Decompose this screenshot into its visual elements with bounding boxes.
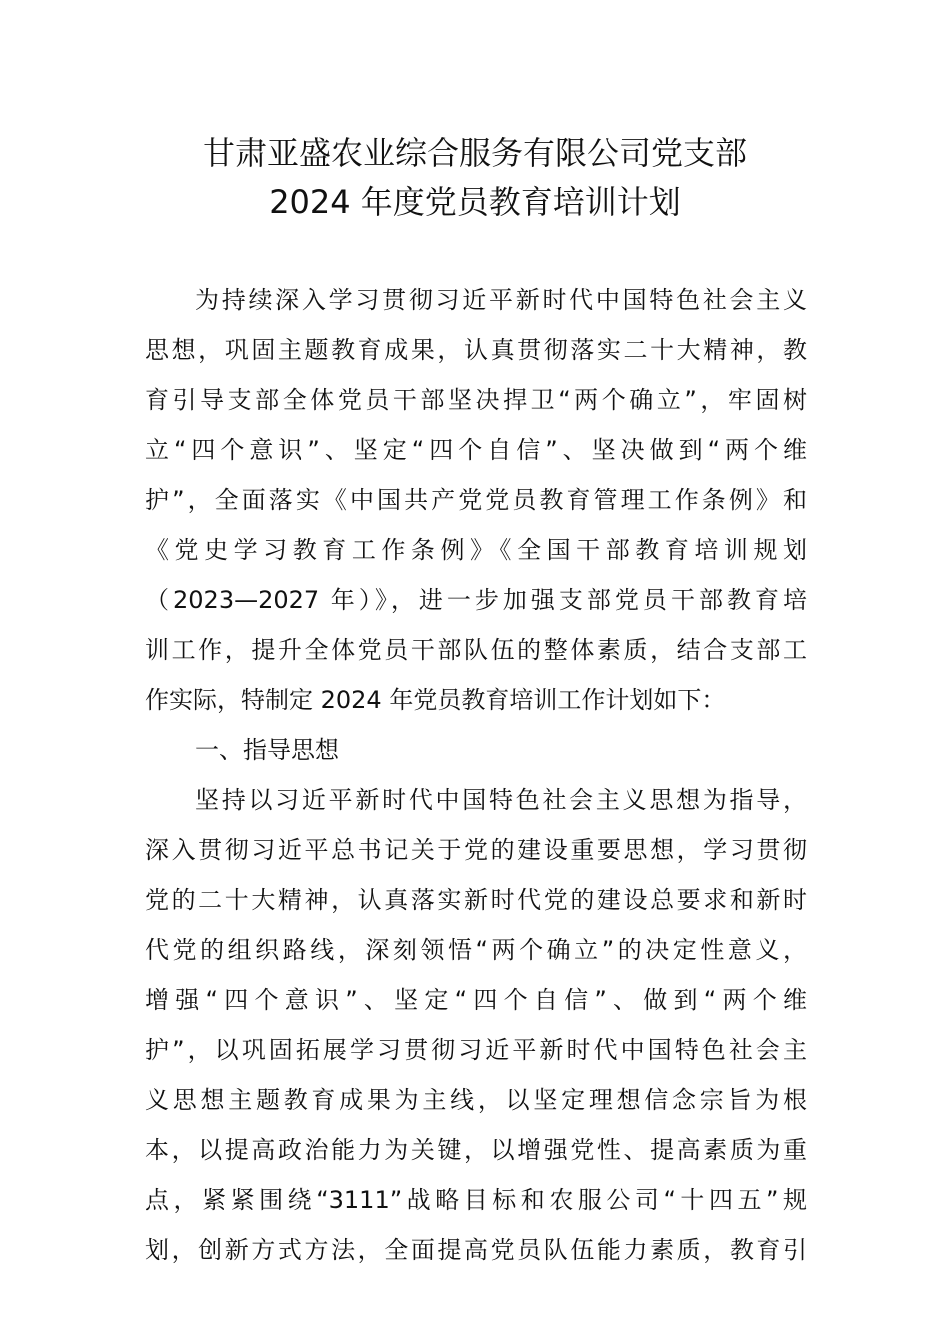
intro-paragraph-line: 为持续深入学习贯彻习近平新时代中国特色社会主义 <box>195 286 807 314</box>
document-title-line-1: 甘肃亚盛农业综合服务有限公司党支部 <box>202 134 747 172</box>
intro-paragraph-line: 训工作，提升全体党员干部队伍的整体素质，结合支部工 <box>145 636 807 664</box>
intro-paragraph-line: 育引导支部全体党员干部坚决捍卫“两个确立”，牢固树 <box>145 386 807 414</box>
section-heading: 一、指导思想 <box>195 736 339 764</box>
section-paragraph-line: 增强“四个意识”、坚定“四个自信”、做到“两个维 <box>145 986 807 1014</box>
document-title-line-2: 2024 年度党员教育培训计划 <box>269 183 681 221</box>
section-paragraph-line: 深入贯彻习近平总书记关于党的建设重要思想，学习贯彻 <box>145 836 807 864</box>
section-paragraph-line: 义思想主题教育成果为主线，以坚定理想信念宗旨为根 <box>145 1086 807 1114</box>
section-paragraph-line: 本，以提高政治能力为关键，以增强党性、提高素质为重 <box>145 1136 807 1164</box>
section-paragraph-line: 划，创新方式方法，全面提高党员队伍能力素质，教育引 <box>145 1236 807 1264</box>
intro-paragraph-line: 《党史学习教育工作条例》《全国干部教育培训规划 <box>145 536 807 564</box>
intro-paragraph-line: 立“四个意识”、坚定“四个自信”、坚决做到“两个维 <box>145 436 807 464</box>
intro-paragraph-line: 作实际，特制定 2024 年党员教育培训工作计划如下： <box>145 686 726 714</box>
intro-paragraph-line: （2023—2027 年）》，进一步加强支部党员干部教育培 <box>145 586 807 614</box>
section-paragraph-line: 坚持以习近平新时代中国特色社会主义思想为指导， <box>195 786 807 814</box>
section-paragraph-line: 护”，以巩固拓展学习贯彻习近平新时代中国特色社会主 <box>145 1036 807 1064</box>
section-paragraph-line: 党的二十大精神，认真落实新时代党的建设总要求和新时 <box>145 886 807 914</box>
intro-paragraph-line: 护”，全面落实《中国共产党党员教育管理工作条例》和 <box>145 486 807 514</box>
section-paragraph-line: 点，紧紧围绕“3111”战略目标和农服公司“十四五”规 <box>145 1186 807 1214</box>
intro-paragraph-line: 思想，巩固主题教育成果，认真贯彻落实二十大精神，教 <box>145 336 807 364</box>
section-paragraph-line: 代党的组织路线，深刻领悟“两个确立”的决定性意义， <box>145 936 807 964</box>
